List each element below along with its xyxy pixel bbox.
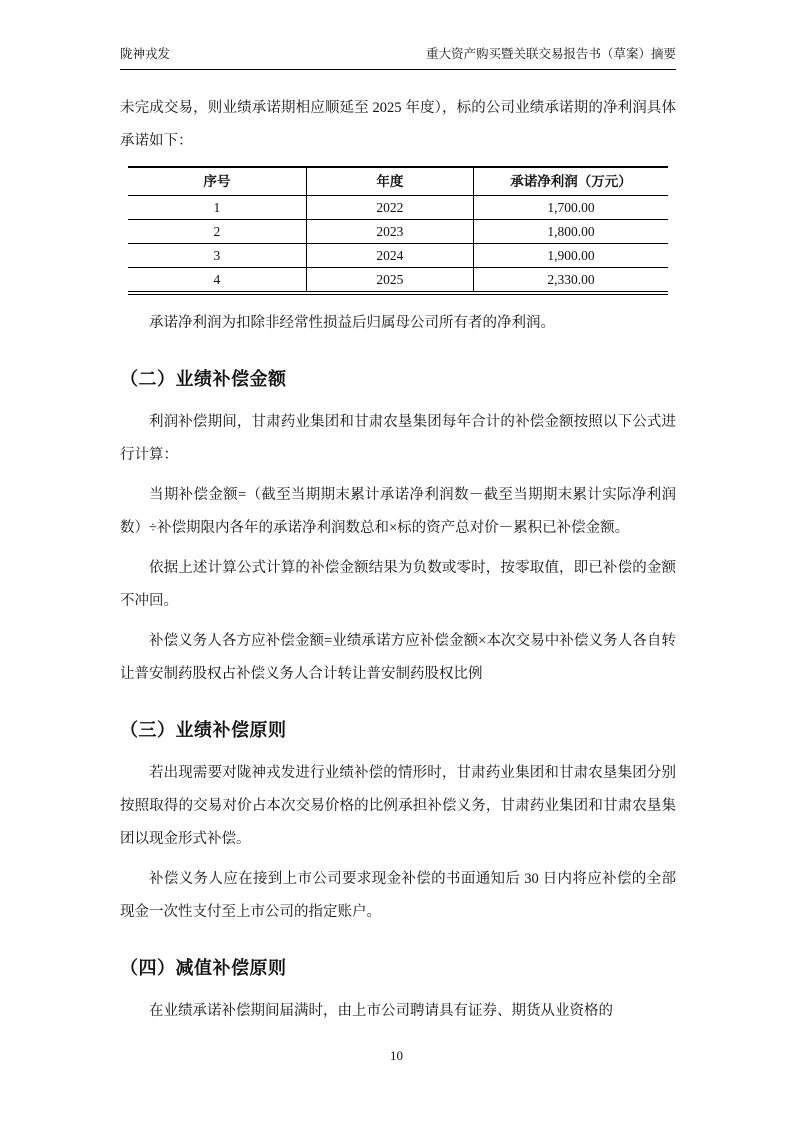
section-impairment-compensation-principle xyxy=(120,956,676,1028)
table-cell: 2023 xyxy=(306,220,473,244)
intro-paragraph: 未完成交易，则业绩承诺期相应顺延至 2025 年度），标的公司业绩承诺期的净利润具体承诺如下： xyxy=(120,100,676,149)
paragraph: 在业绩承诺补偿期间届满时，由上市公司聘请具有证券、期货从业资格的 xyxy=(149,1003,613,1019)
table-cell: 1,800.00 xyxy=(474,220,668,244)
table-row xyxy=(128,220,668,244)
table-cell: 2 xyxy=(128,220,306,244)
section-performance-compensation-amount xyxy=(120,367,676,691)
col-header-promised-profit: 承诺净利润（万元） xyxy=(474,167,668,196)
table-row xyxy=(128,244,668,268)
paragraph: 当期补偿金额=（截至当期期末累计承诺净利润数－截至当期期末累计实际净利润数）÷补偿期限内各年的承诺净利润数总和×标的资产总对价－累积已补偿金额。 xyxy=(120,487,676,536)
table-cell: 2,330.00 xyxy=(474,268,668,294)
section-heading: （二）业绩补偿金额 xyxy=(120,369,287,389)
paragraph: 利润补偿期间，甘肃药业集团和甘肃农垦集团每年合计的补偿金额按照以下公式进行计算： xyxy=(120,414,676,463)
col-header-year: 年度 xyxy=(306,167,473,196)
table-cell: 1,700.00 xyxy=(474,196,668,220)
table-cell: 1,900.00 xyxy=(474,244,668,268)
section-heading: （三）业绩补偿原则 xyxy=(120,720,287,740)
paragraph: 依据上述计算公式计算的补偿金额结果为负数或零时，按零取值，即已补偿的金额不冲回。 xyxy=(120,560,676,609)
table-header-row xyxy=(128,167,668,196)
header-document-title: 重大资产购买暨关联交易报告书（草案）摘要 xyxy=(425,47,676,61)
page-number: 10 xyxy=(390,1048,403,1063)
header-company-name: 陇神戎发 xyxy=(120,47,171,61)
profit-commitment-table xyxy=(128,166,668,295)
section-performance-compensation-principle xyxy=(120,718,676,929)
table-cell: 1 xyxy=(128,196,306,220)
table-cell: 3 xyxy=(128,244,306,268)
table-cell: 4 xyxy=(128,268,306,294)
col-header-index: 序号 xyxy=(128,167,306,196)
table-row xyxy=(128,196,668,220)
note-paragraph: 承诺净利润为扣除非经常性损益后归属母公司所有者的净利润。 xyxy=(149,315,555,331)
paragraph: 补偿义务人各方应补偿金额=业绩承诺方应补偿金额×本次交易中补偿义务人各自转让普安制药股权占补偿义务人合计转让普安制药股权比例 xyxy=(120,633,676,682)
paragraph: 若出现需要对陇神戎发进行业绩补偿的情形时，甘肃药业集团和甘肃农垦集团分别按照取得的交易对价占本次交易价格的比例承担补偿义务，甘肃药业集团和甘肃农垦集团以现金形式补偿。 xyxy=(120,765,676,847)
table-cell: 2024 xyxy=(306,244,473,268)
document-body xyxy=(120,92,676,1028)
table-cell: 2022 xyxy=(306,196,473,220)
page-footer xyxy=(0,1048,793,1064)
running-header xyxy=(120,46,676,70)
table-row xyxy=(128,268,668,294)
section-heading: （四）减值补偿原则 xyxy=(120,958,287,978)
table-cell: 2025 xyxy=(306,268,473,294)
paragraph: 补偿义务人应在接到上市公司要求现金补偿的书面通知后 30 日内将应补偿的全部现金一次性支付至上市公司的指定账户。 xyxy=(120,871,676,920)
